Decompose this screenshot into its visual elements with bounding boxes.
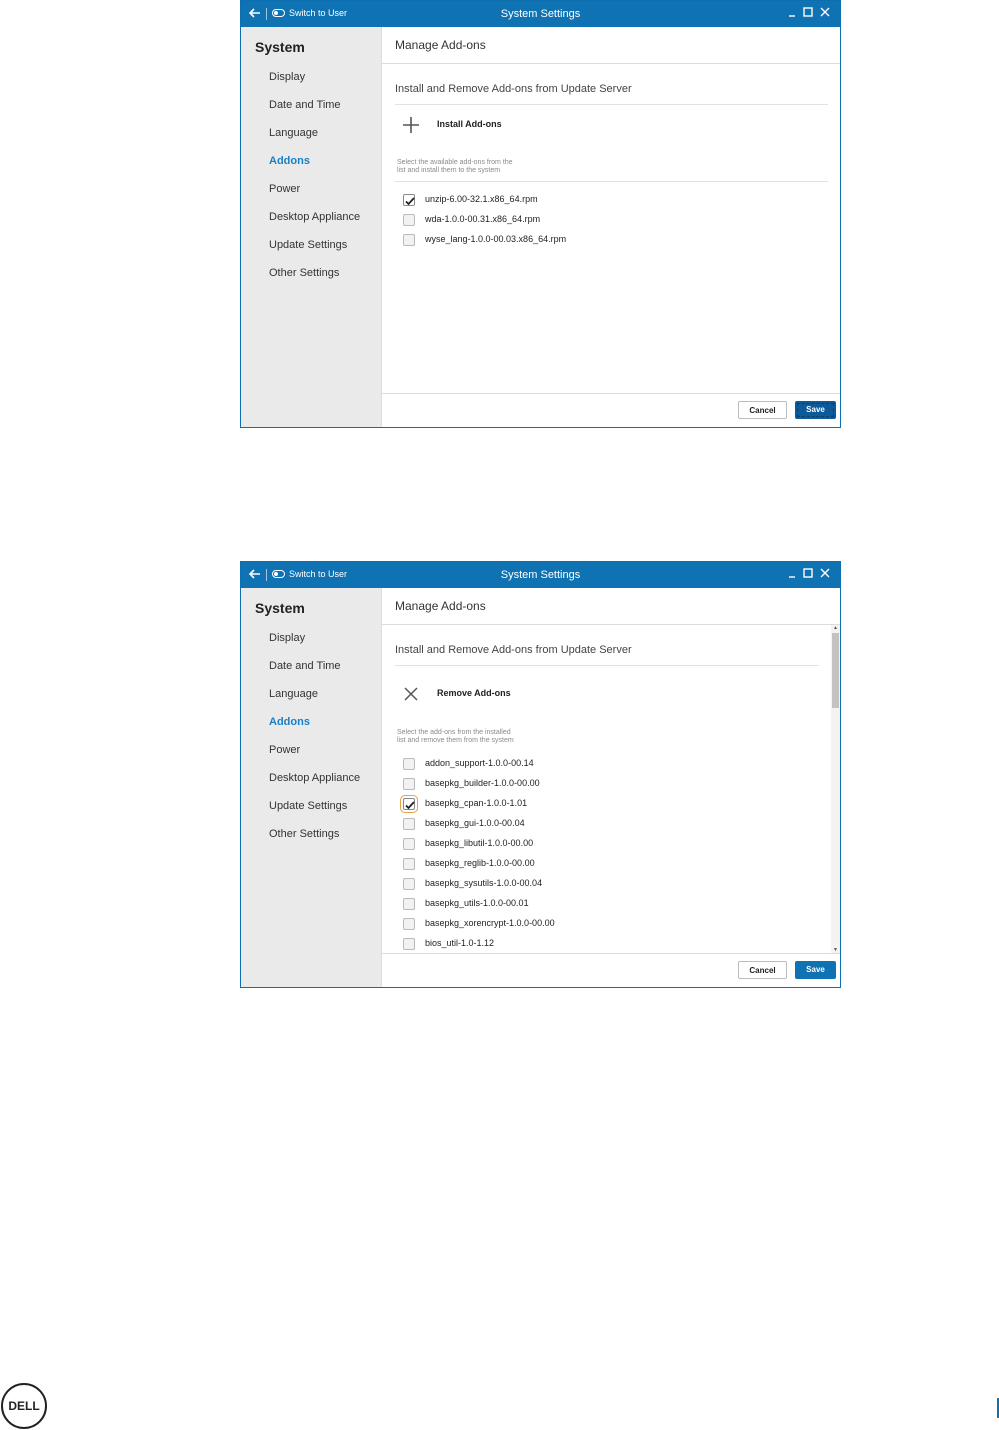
sidebar-item-addons[interactable]: Addons [269, 716, 310, 728]
sidebar-item-desktop-appliance[interactable]: Desktop Appliance [269, 772, 361, 784]
page-title: Manage Add-ons [395, 599, 486, 613]
close-icon[interactable] [818, 3, 832, 21]
sidebar-item-display[interactable]: Display [269, 71, 306, 83]
list-item-label: unzip-6.00-32.1.x86_64.rpm [425, 194, 538, 204]
checkbox[interactable] [403, 878, 415, 890]
sidebar-item-addons[interactable]: Addons [269, 155, 310, 167]
list-item-label: wda-1.0.0-00.31.x86_64.rpm [425, 214, 541, 224]
main-panel [381, 588, 840, 987]
scroll-down-arrow-icon[interactable]: ▼ [833, 947, 838, 953]
list-item-label: addon_support-1.0.0-00.14 [425, 758, 534, 768]
list-item-label: wyse_lang-1.0.0-00.03.x86_64.rpm [425, 234, 567, 244]
list-item-label: basepkg_gui-1.0.0-00.04 [425, 818, 525, 828]
checkbox[interactable] [403, 214, 415, 226]
checkbox[interactable] [403, 838, 415, 850]
sidebar-nav [269, 71, 360, 295]
sidebar-item-display[interactable]: Display [269, 632, 306, 644]
switch-to-user-link[interactable]: Switch to User [289, 569, 348, 579]
footer-bar [382, 393, 840, 427]
main-panel [381, 27, 840, 427]
checkbox[interactable] [403, 758, 415, 770]
list-divider [395, 181, 828, 182]
section-title: Install and Remove Add-ons from Update Server [395, 83, 632, 95]
cancel-button[interactable]: Cancel [738, 961, 787, 979]
sidebar-item-date-and-time[interactable]: Date and Time [269, 99, 341, 111]
dell-logo-text: DELL [8, 1399, 40, 1413]
sidebar-nav [269, 632, 360, 856]
help-text-line: list and remove them from the system [397, 737, 514, 744]
help-text-line: Select the add-ons from the installed [397, 729, 511, 736]
window-title: System Settings [500, 8, 581, 20]
maximize-icon[interactable] [801, 3, 815, 21]
main-header [382, 588, 840, 625]
page-title: Manage Add-ons [395, 38, 486, 52]
sidebar [241, 588, 381, 987]
sidebar [241, 27, 381, 427]
list-item-label: basepkg_builder-1.0.0-00.00 [425, 778, 540, 788]
main-header [382, 27, 840, 64]
sidebar-item-other-settings[interactable]: Other Settings [269, 267, 340, 279]
close-x-icon [401, 684, 421, 704]
sidebar-item-date-and-time[interactable]: Date and Time [269, 660, 341, 672]
checkmark-icon [404, 799, 416, 811]
list-item-label: basepkg_sysutils-1.0.0-00.04 [425, 878, 543, 888]
help-text [397, 729, 557, 745]
cancel-button[interactable]: Cancel [738, 401, 787, 419]
remove-addons-button[interactable] [395, 682, 535, 706]
list-item-label: bios_util-1.0-1.12 [425, 938, 495, 948]
checkmark-icon [404, 195, 416, 207]
sidebar-item-language[interactable]: Language [269, 127, 318, 139]
window-title: System Settings [500, 569, 581, 581]
switch-to-user-link[interactable]: Switch to User [289, 8, 348, 18]
sidebar-heading: System [255, 600, 305, 616]
vertical-scrollbar[interactable] [831, 625, 840, 953]
section-divider [395, 665, 819, 666]
sidebar-item-update-settings[interactable]: Update Settings [269, 239, 348, 251]
help-text-line: list and install them to the system [397, 167, 501, 174]
sidebar-item-language[interactable]: Language [269, 688, 318, 700]
sidebar-item-update-settings[interactable]: Update Settings [269, 800, 348, 812]
section-title: Install and Remove Add-ons from Update Server [395, 644, 632, 656]
close-icon[interactable] [818, 564, 832, 582]
action-label: Install Add-ons [437, 119, 502, 129]
footer-bar [382, 953, 840, 987]
save-button[interactable]: Save [795, 401, 836, 419]
dell-logo [0, 1382, 48, 1430]
section-divider [395, 104, 828, 105]
settings-window-install [240, 0, 841, 428]
checkbox[interactable] [403, 778, 415, 790]
checkbox[interactable] [403, 798, 415, 810]
sidebar-heading: System [255, 39, 305, 55]
list-item-label: basepkg_reglib-1.0.0-00.00 [425, 858, 535, 868]
list-item-label: basepkg_libutil-1.0.0-00.00 [425, 838, 534, 848]
checkbox[interactable] [403, 938, 415, 950]
help-text-line: Select the available add-ons from the [397, 159, 513, 166]
help-text [397, 159, 557, 175]
list-item-label: basepkg_utils-1.0.0-00.01 [425, 898, 529, 908]
sidebar-item-other-settings[interactable]: Other Settings [269, 828, 340, 840]
scrollbar-thumb[interactable] [832, 633, 839, 708]
minimize-icon[interactable] [786, 564, 800, 582]
plus-icon [401, 115, 421, 135]
action-label: Remove Add-ons [437, 688, 511, 698]
sidebar-item-power[interactable]: Power [269, 744, 301, 756]
title-bar [241, 1, 840, 27]
list-item-label: basepkg_cpan-1.0.0-1.01 [425, 798, 528, 808]
settings-window-remove [240, 561, 841, 988]
sidebar-item-desktop-appliance[interactable]: Desktop Appliance [269, 211, 361, 223]
checkbox[interactable] [403, 918, 415, 930]
list-item-label: basepkg_xorencrypt-1.0.0-00.00 [425, 918, 555, 928]
sidebar-item-power[interactable]: Power [269, 183, 301, 195]
minimize-icon[interactable] [786, 3, 800, 21]
save-button[interactable]: Save [795, 961, 836, 979]
maximize-icon[interactable] [801, 564, 815, 582]
checkbox[interactable] [403, 858, 415, 870]
checkbox[interactable] [403, 898, 415, 910]
title-bar [241, 562, 840, 588]
checkbox[interactable] [403, 818, 415, 830]
checkbox[interactable] [403, 234, 415, 246]
install-addons-button[interactable] [395, 113, 535, 137]
scroll-up-arrow-icon[interactable]: ▲ [833, 625, 838, 631]
checkbox[interactable] [403, 194, 415, 206]
